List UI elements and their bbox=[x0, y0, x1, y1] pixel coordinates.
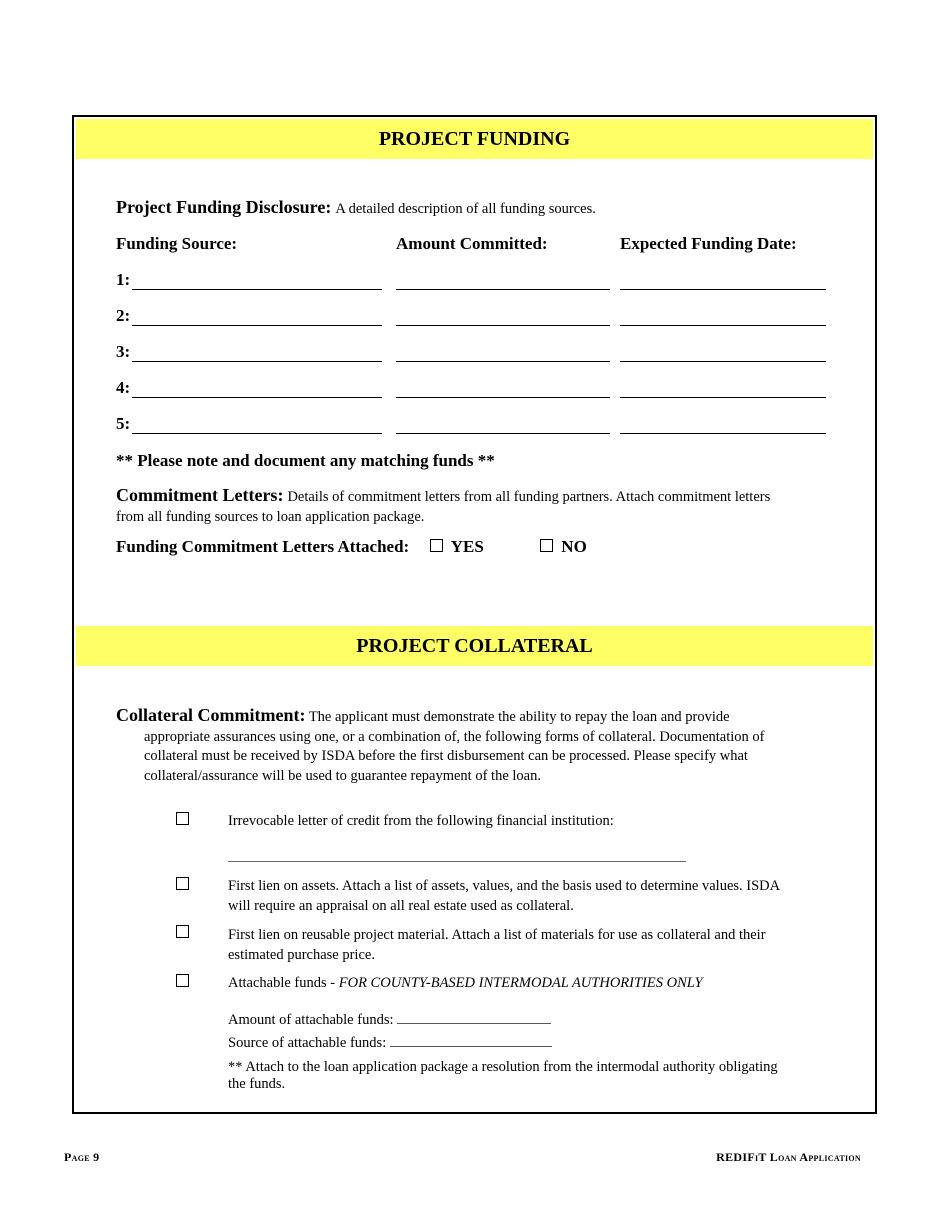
collateral-commitment bbox=[116, 706, 836, 786]
funding-disclosure bbox=[116, 197, 596, 218]
collateral-commitment-line-4: collateral/assurance will be used to guarantee repayment of the loan. bbox=[144, 767, 541, 784]
letters-attached-row bbox=[116, 537, 587, 557]
collateral-commitment-line-1: The applicant must demonstrate the ability to repay the loan and provide bbox=[308, 709, 730, 725]
commitment-letters-text-1: Details of commitment letters from all funding partners. Attach commitment letters bbox=[287, 489, 771, 505]
financial-institution-line[interactable] bbox=[228, 861, 686, 862]
funding-source-line-5[interactable] bbox=[132, 433, 382, 434]
collateral-commitment-label: Collateral Commitment: bbox=[116, 705, 306, 725]
attach-note-line-1: ** Attach to the loan application package a resolution from the intermodal authority obligating bbox=[228, 1059, 778, 1075]
funding-source-line-1[interactable] bbox=[132, 289, 382, 290]
letter-of-credit-checkbox[interactable] bbox=[176, 812, 189, 825]
collateral-commitment-line-2: appropriate assurances using one, or a combination of, the following forms of collateral. Documentation of bbox=[144, 728, 765, 745]
project-collateral-banner bbox=[76, 626, 873, 666]
amount-attachable-row bbox=[228, 1010, 838, 1030]
project-collateral-title: PROJECT COLLATERAL bbox=[356, 634, 593, 657]
matching-funds-note: ** Please note and document any matching funds ** bbox=[116, 451, 495, 470]
funding-row bbox=[116, 306, 836, 330]
date-line-3[interactable] bbox=[620, 361, 826, 362]
date-line-4[interactable] bbox=[620, 397, 826, 398]
commitment-letters bbox=[116, 485, 836, 527]
date-line-5[interactable] bbox=[620, 433, 826, 434]
funding-disclosure-label: Project Funding Disclosure: bbox=[116, 197, 332, 217]
funding-source-line-4[interactable] bbox=[132, 397, 382, 398]
row-number: 1: bbox=[116, 270, 131, 289]
attach-note-line-2: the funds. bbox=[228, 1076, 286, 1092]
reusable-material-line-2: estimated purchase price. bbox=[228, 947, 375, 963]
reusable-material-checkbox[interactable] bbox=[176, 925, 189, 938]
row-number: 3: bbox=[116, 342, 131, 361]
row-number: 4: bbox=[116, 378, 131, 397]
yes-label: YES bbox=[450, 537, 484, 556]
no-checkbox[interactable] bbox=[540, 539, 553, 552]
first-lien-assets-option bbox=[228, 876, 838, 916]
row-number: 2: bbox=[116, 306, 131, 325]
funding-row bbox=[116, 378, 836, 402]
collateral-commitment-line-3: collateral must be received by ISDA before the first disbursement can be processed. Please specify what bbox=[144, 748, 748, 764]
first-lien-assets-line-2: will require an appraisal on all real estate used as collateral. bbox=[228, 898, 574, 914]
amount-line-5[interactable] bbox=[396, 433, 610, 434]
row-number: 5: bbox=[116, 414, 131, 433]
funding-source-line-3[interactable] bbox=[132, 361, 382, 362]
funding-row bbox=[116, 414, 836, 438]
amount-line-2[interactable] bbox=[396, 325, 610, 326]
date-line-1[interactable] bbox=[620, 289, 826, 290]
source-attachable-row bbox=[228, 1033, 838, 1053]
amount-attachable-label: Amount of attachable funds: bbox=[228, 1012, 394, 1028]
project-funding-title: PROJECT FUNDING bbox=[378, 127, 571, 150]
amount-line-1[interactable] bbox=[396, 289, 610, 290]
attachable-funds-option bbox=[228, 973, 838, 993]
attachable-funds-restriction: FOR COUNTY-BASED INTERMODAL AUTHORITIES ONLY bbox=[338, 975, 703, 991]
commitment-letters-label: Commitment Letters: bbox=[116, 485, 284, 505]
col-funding-source: Funding Source: bbox=[116, 234, 238, 253]
amount-line-3[interactable] bbox=[396, 361, 610, 362]
attach-resolution-note bbox=[228, 1059, 838, 1093]
commitment-letters-text-2: from all funding sources to loan application package. bbox=[116, 509, 425, 525]
reusable-material-option bbox=[228, 925, 838, 965]
reusable-material-line-1: First lien on reusable project material. Attach a list of materials for use as collateral and their bbox=[228, 927, 766, 943]
attachable-funds-checkbox[interactable] bbox=[176, 974, 189, 987]
letter-of-credit-text: Irrevocable letter of credit from the following financial institution: bbox=[228, 813, 614, 829]
letters-attached-label: Funding Commitment Letters Attached: bbox=[116, 537, 410, 556]
source-attachable-line[interactable] bbox=[390, 1046, 552, 1047]
date-line-2[interactable] bbox=[620, 325, 826, 326]
form-frame bbox=[72, 115, 877, 1114]
funding-row bbox=[116, 270, 836, 294]
funding-row bbox=[116, 342, 836, 366]
project-funding-banner bbox=[76, 119, 873, 159]
page-number: Page 9 bbox=[64, 1150, 100, 1164]
no-label: NO bbox=[561, 537, 587, 556]
letter-of-credit-option bbox=[228, 811, 838, 831]
yes-checkbox[interactable] bbox=[430, 539, 443, 552]
first-lien-assets-line-1: First lien on assets. Attach a list of assets, values, and the basis used to determine values. ISDA bbox=[228, 878, 781, 894]
document-title: REDIFiT Loan Application bbox=[716, 1150, 861, 1164]
amount-attachable-line[interactable] bbox=[397, 1023, 551, 1024]
attachable-funds-prefix: Attachable funds - bbox=[228, 975, 339, 991]
funding-disclosure-text: A detailed description of all funding sources. bbox=[335, 201, 596, 217]
funding-source-line-2[interactable] bbox=[132, 325, 382, 326]
amount-line-4[interactable] bbox=[396, 397, 610, 398]
first-lien-assets-checkbox[interactable] bbox=[176, 877, 189, 890]
source-attachable-label: Source of attachable funds: bbox=[228, 1035, 387, 1051]
col-expected-date: Expected Funding Date: bbox=[620, 234, 797, 253]
col-amount-committed: Amount Committed: bbox=[396, 234, 548, 253]
